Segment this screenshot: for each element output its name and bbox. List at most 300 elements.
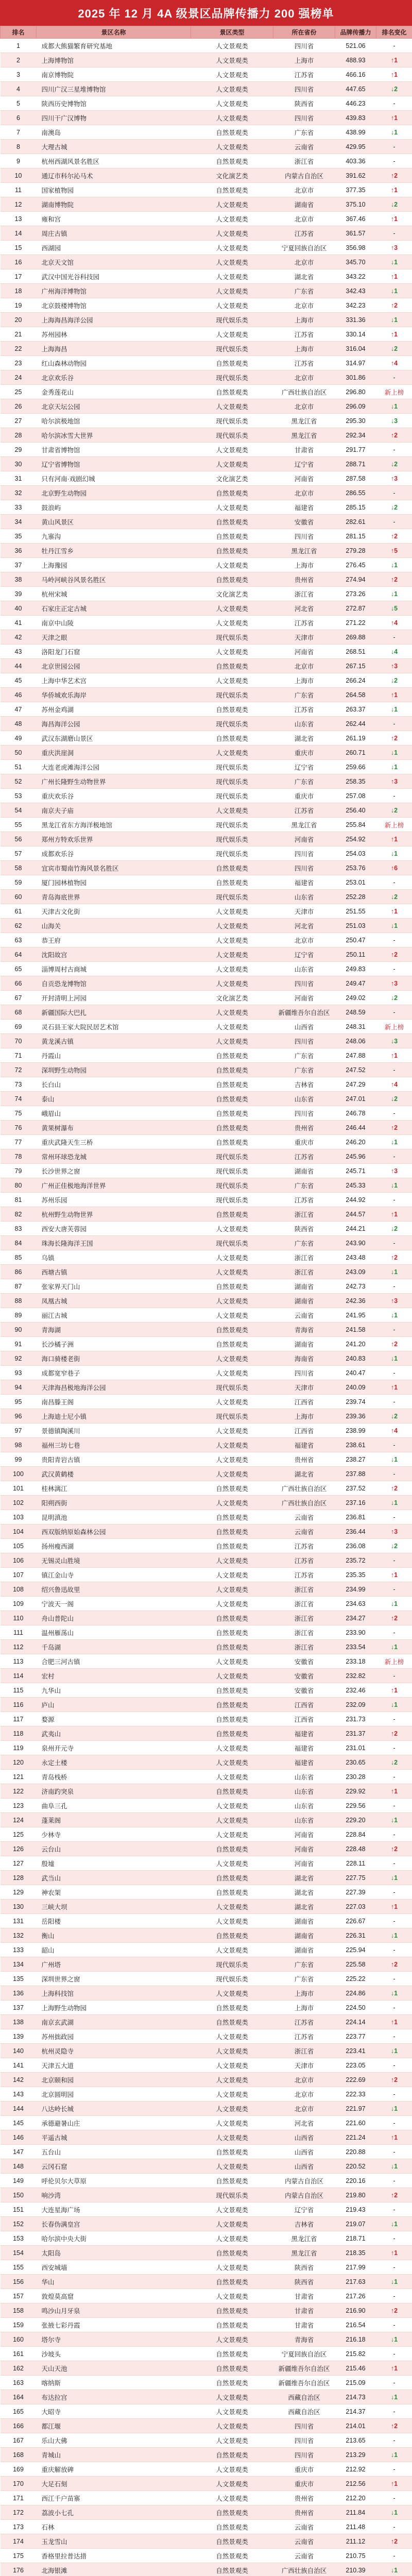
table-row bbox=[1, 1092, 412, 1106]
score-cell: 301.86 bbox=[335, 370, 376, 385]
name-cell: 北京颐和园 bbox=[37, 2073, 191, 2087]
province-cell: 重庆市 bbox=[273, 1135, 335, 1149]
province-cell: 湖南省 bbox=[273, 1164, 335, 1178]
score-cell: 279.28 bbox=[335, 544, 376, 558]
table-row bbox=[1, 1438, 412, 1452]
score-cell: 286.55 bbox=[335, 486, 376, 500]
province-cell: 山东省 bbox=[273, 1799, 335, 1813]
name-cell: 峨眉山 bbox=[37, 1106, 191, 1121]
change-cell: - bbox=[376, 1885, 412, 1900]
type-cell: 自然景观类 bbox=[191, 1063, 273, 1077]
table-row bbox=[1, 53, 412, 67]
score-cell: 240.47 bbox=[335, 1366, 376, 1380]
type-cell: 人文景观类 bbox=[191, 1467, 273, 1481]
table-row bbox=[1, 2044, 412, 2058]
province-cell: 广东省 bbox=[273, 774, 335, 789]
type-cell: 自然景观类 bbox=[191, 2001, 273, 2015]
rank-cell: 51 bbox=[1, 760, 37, 774]
score-cell: 236.44 bbox=[335, 1524, 376, 1539]
type-cell: 自然景观类 bbox=[191, 1683, 273, 1698]
score-cell: 213.29 bbox=[335, 2448, 376, 2462]
table-row bbox=[1, 1496, 412, 1510]
type-cell: 人文景观类 bbox=[191, 2260, 273, 2275]
province-cell: 江苏省 bbox=[273, 2029, 335, 2044]
score-cell: 356.98 bbox=[335, 241, 376, 255]
rank-cell: 84 bbox=[1, 1236, 37, 1250]
type-cell: 自然景观类 bbox=[191, 1481, 273, 1496]
type-cell: 人文景观类 bbox=[191, 53, 273, 67]
change-cell: - bbox=[376, 443, 412, 457]
province-cell: 内蒙古自治区 bbox=[273, 2188, 335, 2202]
name-cell: 周庄古镇 bbox=[37, 226, 191, 241]
type-cell: 现代娱乐类 bbox=[191, 688, 273, 702]
table-row bbox=[1, 1207, 412, 1222]
rank-cell: 27 bbox=[1, 414, 37, 428]
table-row bbox=[1, 2087, 412, 2102]
name-cell: 恭王府 bbox=[37, 933, 191, 947]
change-cell: ↓1 bbox=[376, 1986, 412, 2001]
score-cell: 214.01 bbox=[335, 2419, 376, 2433]
change-cell: ↓2 bbox=[376, 673, 412, 688]
change-cell: ↓1 bbox=[376, 846, 412, 861]
province-cell: 黑龙江省 bbox=[273, 818, 335, 832]
province-cell: 山东省 bbox=[273, 1770, 335, 1784]
type-cell: 自然景观类 bbox=[191, 1510, 273, 1524]
province-cell: 四川省 bbox=[273, 1366, 335, 1380]
score-cell: 246.78 bbox=[335, 1106, 376, 1121]
type-cell: 人文景观类 bbox=[191, 2491, 273, 2505]
table-row bbox=[1, 1712, 412, 1726]
score-cell: 342.23 bbox=[335, 298, 376, 313]
name-cell: 三峡大坝 bbox=[37, 1900, 191, 1914]
type-cell: 现代娱乐类 bbox=[191, 832, 273, 846]
score-cell: 262.44 bbox=[335, 717, 376, 731]
name-cell: 青岛栈桥 bbox=[37, 1770, 191, 1784]
type-cell: 人文景观类 bbox=[191, 976, 273, 991]
province-cell: 北京市 bbox=[273, 255, 335, 269]
change-cell: ↑4 bbox=[376, 1423, 412, 1438]
score-cell: 249.83 bbox=[335, 962, 376, 976]
page-title: 2025 年 12 月 4A 级景区品牌传播力 200 强榜单 bbox=[0, 0, 412, 26]
province-cell: 河北省 bbox=[273, 601, 335, 616]
province-cell: 云南省 bbox=[273, 1510, 335, 1524]
type-cell: 自然景观类 bbox=[191, 486, 273, 500]
table-row bbox=[1, 1366, 412, 1380]
table-row bbox=[1, 1005, 412, 1020]
change-cell: ↑1 bbox=[376, 1683, 412, 1698]
score-cell: 232.09 bbox=[335, 1698, 376, 1712]
type-cell: 现代娱乐类 bbox=[191, 818, 273, 832]
score-cell: 254.03 bbox=[335, 846, 376, 861]
name-cell: 重庆欢乐谷 bbox=[37, 789, 191, 803]
change-cell: - bbox=[376, 1193, 412, 1207]
score-cell: 249.47 bbox=[335, 976, 376, 991]
type-cell: 人文景观类 bbox=[191, 2087, 273, 2102]
rank-cell: 70 bbox=[1, 1034, 37, 1048]
type-cell: 人文景观类 bbox=[191, 1553, 273, 1568]
table-row bbox=[1, 1510, 412, 1524]
name-cell: 武夷山 bbox=[37, 1726, 191, 1741]
province-cell: 山东省 bbox=[273, 890, 335, 904]
change-cell: ↑2 bbox=[376, 1726, 412, 1741]
rank-cell: 171 bbox=[1, 2491, 37, 2505]
name-cell: 北京欢乐谷 bbox=[37, 370, 191, 385]
province-cell: 黑龙江省 bbox=[273, 428, 335, 443]
score-cell: 230.28 bbox=[335, 1770, 376, 1784]
province-cell: 西藏自治区 bbox=[273, 2404, 335, 2419]
table-row bbox=[1, 39, 412, 53]
rank-cell: 142 bbox=[1, 2073, 37, 2087]
rank-cell: 65 bbox=[1, 962, 37, 976]
ranking-table bbox=[0, 26, 412, 2576]
province-cell: 山西省 bbox=[273, 2130, 335, 2145]
province-cell: 天津市 bbox=[273, 2058, 335, 2073]
name-cell: 青海湖 bbox=[37, 1323, 191, 1337]
province-cell: 宁夏回族自治区 bbox=[273, 2347, 335, 2361]
score-cell: 268.51 bbox=[335, 645, 376, 659]
table-row bbox=[1, 1568, 412, 1582]
province-cell: 湖南省 bbox=[273, 197, 335, 212]
name-cell: 五台山 bbox=[37, 2145, 191, 2159]
change-cell: - bbox=[376, 630, 412, 645]
rank-cell: 143 bbox=[1, 2087, 37, 2102]
type-cell: 自然景观类 bbox=[191, 385, 273, 399]
change-cell: ↓1 bbox=[376, 587, 412, 601]
rank-cell: 23 bbox=[1, 356, 37, 370]
province-cell: 湖南省 bbox=[273, 1294, 335, 1308]
rank-cell: 158 bbox=[1, 2303, 37, 2318]
score-cell: 521.06 bbox=[335, 39, 376, 53]
type-cell: 自然景观类 bbox=[191, 125, 273, 140]
score-cell: 272.87 bbox=[335, 601, 376, 616]
table-row bbox=[1, 2505, 412, 2520]
type-cell: 人文景观类 bbox=[191, 558, 273, 572]
province-cell: 福建省 bbox=[273, 1438, 335, 1452]
table-row bbox=[1, 875, 412, 890]
table-row bbox=[1, 1452, 412, 1467]
score-cell: 211.84 bbox=[335, 2505, 376, 2520]
province-cell: 江苏省 bbox=[273, 803, 335, 818]
rank-cell: 155 bbox=[1, 2260, 37, 2275]
table-row bbox=[1, 1597, 412, 1611]
change-cell: ↓1 bbox=[376, 1698, 412, 1712]
name-cell: 华山 bbox=[37, 2275, 191, 2289]
table-row bbox=[1, 1553, 412, 1568]
province-cell: 江西省 bbox=[273, 1698, 335, 1712]
province-cell: 江苏省 bbox=[273, 2015, 335, 2029]
score-cell: 296.80 bbox=[335, 385, 376, 399]
table-header bbox=[1, 26, 412, 39]
change-cell: ↓1 bbox=[376, 2505, 412, 2520]
table-row bbox=[1, 1698, 412, 1712]
table-row bbox=[1, 2361, 412, 2376]
type-cell: 人文景观类 bbox=[191, 2404, 273, 2419]
table-row bbox=[1, 645, 412, 659]
province-cell: 山西省 bbox=[273, 2145, 335, 2159]
type-cell: 自然景观类 bbox=[191, 1106, 273, 1121]
type-cell: 人文景观类 bbox=[191, 1351, 273, 1366]
name-cell: 大理古城 bbox=[37, 140, 191, 154]
change-cell: ↓1 bbox=[376, 2275, 412, 2289]
province-cell: 天津市 bbox=[273, 904, 335, 919]
score-cell: 241.20 bbox=[335, 1337, 376, 1351]
type-cell: 现代娱乐类 bbox=[191, 890, 273, 904]
name-cell: 黄龙溪古镇 bbox=[37, 1034, 191, 1048]
type-cell: 人文景观类 bbox=[191, 1943, 273, 1957]
table-row bbox=[1, 457, 412, 471]
header-type: 景区类型 bbox=[191, 26, 273, 39]
rank-cell: 30 bbox=[1, 457, 37, 471]
table-row bbox=[1, 572, 412, 587]
table-row bbox=[1, 1409, 412, 1423]
province-cell: 云南省 bbox=[273, 1524, 335, 1539]
change-cell: ↑5 bbox=[376, 544, 412, 558]
type-cell: 人文景观类 bbox=[191, 2289, 273, 2303]
province-cell: 江西省 bbox=[273, 1395, 335, 1409]
province-cell: 黑龙江省 bbox=[273, 414, 335, 428]
rank-cell: 130 bbox=[1, 1900, 37, 1914]
province-cell: 福建省 bbox=[273, 500, 335, 515]
table-row bbox=[1, 298, 412, 313]
score-cell: 282.61 bbox=[335, 515, 376, 529]
type-cell: 人文景观类 bbox=[191, 39, 273, 53]
change-cell: ↑2 bbox=[376, 1250, 412, 1265]
type-cell: 人文景观类 bbox=[191, 1755, 273, 1770]
change-cell: - bbox=[376, 2231, 412, 2246]
change-cell: - bbox=[376, 1827, 412, 1842]
table-row bbox=[1, 2477, 412, 2491]
change-cell: ↓1 bbox=[376, 1813, 412, 1827]
type-cell: 人文景观类 bbox=[191, 616, 273, 630]
change-cell: ↓1 bbox=[376, 1308, 412, 1323]
name-cell: 四川广汉三星堆博物馆 bbox=[37, 82, 191, 96]
name-cell: 通辽市科尔沁马术 bbox=[37, 168, 191, 183]
name-cell: 南京中山陵 bbox=[37, 616, 191, 630]
score-cell: 255.84 bbox=[335, 818, 376, 832]
type-cell: 人文景观类 bbox=[191, 1034, 273, 1048]
score-cell: 219.07 bbox=[335, 2217, 376, 2231]
name-cell: 九华山 bbox=[37, 1683, 191, 1698]
table-row bbox=[1, 284, 412, 298]
name-cell: 西湖园 bbox=[37, 241, 191, 255]
change-cell: - bbox=[376, 2520, 412, 2534]
table-row bbox=[1, 2145, 412, 2159]
rank-cell: 123 bbox=[1, 1799, 37, 1813]
table-row bbox=[1, 2376, 412, 2390]
province-cell: 河南省 bbox=[273, 1827, 335, 1842]
table-row bbox=[1, 2563, 412, 2576]
province-cell: 重庆市 bbox=[273, 2477, 335, 2491]
province-cell: 黑龙江省 bbox=[273, 2246, 335, 2260]
name-cell: 扬州瘦西湖 bbox=[37, 1539, 191, 1553]
table-row bbox=[1, 745, 412, 760]
province-cell: 四川省 bbox=[273, 2419, 335, 2433]
rank-cell: 146 bbox=[1, 2130, 37, 2145]
score-cell: 227.75 bbox=[335, 1871, 376, 1885]
province-cell: 湖南省 bbox=[273, 1914, 335, 1928]
rank-cell: 103 bbox=[1, 1510, 37, 1524]
score-cell: 225.94 bbox=[335, 1943, 376, 1957]
type-cell: 人文景观类 bbox=[191, 1222, 273, 1236]
score-cell: 250.11 bbox=[335, 947, 376, 962]
name-cell: 平遥古城 bbox=[37, 2130, 191, 2145]
province-cell: 上海市 bbox=[273, 558, 335, 572]
table-row bbox=[1, 1928, 412, 1943]
province-cell: 北京市 bbox=[273, 399, 335, 414]
change-cell: ↑1 bbox=[376, 212, 412, 226]
province-cell: 北京市 bbox=[273, 212, 335, 226]
rank-cell: 135 bbox=[1, 1972, 37, 1986]
type-cell: 人文景观类 bbox=[191, 645, 273, 659]
score-cell: 224.50 bbox=[335, 2001, 376, 2015]
table-row bbox=[1, 2130, 412, 2145]
name-cell: 黄山风景区 bbox=[37, 515, 191, 529]
rank-cell: 44 bbox=[1, 659, 37, 673]
change-cell: ↓2 bbox=[376, 1222, 412, 1236]
rank-cell: 91 bbox=[1, 1337, 37, 1351]
province-cell: 四川省 bbox=[273, 2448, 335, 2462]
province-cell: 湖北省 bbox=[273, 269, 335, 284]
rank-cell: 58 bbox=[1, 861, 37, 875]
table-row bbox=[1, 2116, 412, 2130]
province-cell: 广西壮族自治区 bbox=[273, 1481, 335, 1496]
change-cell: ↓5 bbox=[376, 601, 412, 616]
province-cell: 山东省 bbox=[273, 962, 335, 976]
type-cell: 自然景观类 bbox=[191, 1784, 273, 1799]
score-cell: 403.36 bbox=[335, 154, 376, 168]
type-cell: 人文景观类 bbox=[191, 1294, 273, 1308]
type-cell: 人文景观类 bbox=[191, 1856, 273, 1871]
province-cell: 江西省 bbox=[273, 1712, 335, 1726]
score-cell: 222.33 bbox=[335, 2087, 376, 2102]
change-cell: ↓2 bbox=[376, 1092, 412, 1106]
score-cell: 253.01 bbox=[335, 875, 376, 890]
score-cell: 229.20 bbox=[335, 1813, 376, 1827]
table-row bbox=[1, 1524, 412, 1539]
type-cell: 现代娱乐类 bbox=[191, 370, 273, 385]
rank-cell: 60 bbox=[1, 890, 37, 904]
change-cell: - bbox=[376, 1712, 412, 1726]
change-cell: ↑2 bbox=[376, 572, 412, 587]
change-cell: ↑6 bbox=[376, 861, 412, 875]
header-change: 排名变化 bbox=[376, 26, 412, 39]
rank-cell: 19 bbox=[1, 298, 37, 313]
name-cell: 鼓浪屿 bbox=[37, 500, 191, 515]
score-cell: 287.58 bbox=[335, 471, 376, 486]
table-row bbox=[1, 1294, 412, 1308]
name-cell: 北京鼓楼博物馆 bbox=[37, 298, 191, 313]
type-cell: 文化演艺类 bbox=[191, 471, 273, 486]
change-cell: ↑3 bbox=[376, 241, 412, 255]
table-row bbox=[1, 140, 412, 154]
table-row bbox=[1, 1323, 412, 1337]
change-cell: ↓2 bbox=[376, 197, 412, 212]
table-row bbox=[1, 1265, 412, 1279]
province-cell: 广东省 bbox=[273, 1972, 335, 1986]
table-row bbox=[1, 1654, 412, 1669]
score-cell: 224.86 bbox=[335, 1986, 376, 2001]
change-cell: ↓1 bbox=[376, 2563, 412, 2576]
type-cell: 人文景观类 bbox=[191, 1020, 273, 1034]
name-cell: 天津之眼 bbox=[37, 630, 191, 645]
name-cell: 荔波小七孔 bbox=[37, 2505, 191, 2520]
score-cell: 238.61 bbox=[335, 1438, 376, 1452]
table-row bbox=[1, 1467, 412, 1481]
name-cell: 塔尔寺 bbox=[37, 2332, 191, 2347]
type-cell: 人文景观类 bbox=[191, 803, 273, 818]
type-cell: 自然景观类 bbox=[191, 2563, 273, 2576]
type-cell: 人文景观类 bbox=[191, 500, 273, 515]
score-cell: 234.63 bbox=[335, 1597, 376, 1611]
name-cell: 永定土楼 bbox=[37, 1755, 191, 1770]
change-cell: ↑2 bbox=[376, 298, 412, 313]
score-cell: 488.93 bbox=[335, 53, 376, 67]
change-cell: ↑2 bbox=[376, 2073, 412, 2087]
table-row bbox=[1, 832, 412, 846]
name-cell: 上海海昌 bbox=[37, 342, 191, 356]
score-cell: 343.22 bbox=[335, 269, 376, 284]
name-cell: 苏州金鸡湖 bbox=[37, 702, 191, 717]
rank-cell: 11 bbox=[1, 183, 37, 197]
score-cell: 271.22 bbox=[335, 616, 376, 630]
score-cell: 233.54 bbox=[335, 1640, 376, 1654]
province-cell: 青海省 bbox=[273, 2332, 335, 2347]
province-cell: 江苏省 bbox=[273, 1553, 335, 1568]
table-row bbox=[1, 1625, 412, 1640]
type-cell: 人文景观类 bbox=[191, 1654, 273, 1669]
score-cell: 219.80 bbox=[335, 2188, 376, 2202]
change-cell: ↓1 bbox=[376, 919, 412, 933]
score-cell: 216.54 bbox=[335, 2318, 376, 2332]
name-cell: 凤凰古城 bbox=[37, 1294, 191, 1308]
province-cell: 西藏自治区 bbox=[273, 2390, 335, 2404]
type-cell: 人文景观类 bbox=[191, 745, 273, 760]
type-cell: 自然景观类 bbox=[191, 2174, 273, 2188]
name-cell: 上海野生动物园 bbox=[37, 2001, 191, 2015]
name-cell: 上海豫园 bbox=[37, 558, 191, 572]
rank-cell: 120 bbox=[1, 1755, 37, 1770]
change-cell: ↓2 bbox=[376, 342, 412, 356]
change-cell: ↓2 bbox=[376, 1755, 412, 1770]
score-cell: 247.88 bbox=[335, 1048, 376, 1063]
rank-cell: 128 bbox=[1, 1871, 37, 1885]
type-cell: 现代娱乐类 bbox=[191, 1164, 273, 1178]
type-cell: 人文景观类 bbox=[191, 1423, 273, 1438]
score-cell: 466.16 bbox=[335, 67, 376, 82]
change-cell: ↑2 bbox=[376, 2188, 412, 2202]
rank-cell: 125 bbox=[1, 1827, 37, 1842]
score-cell: 259.66 bbox=[335, 760, 376, 774]
province-cell: 北京市 bbox=[273, 370, 335, 385]
rank-cell: 98 bbox=[1, 1438, 37, 1452]
province-cell: 辽宁省 bbox=[273, 947, 335, 962]
name-cell: 自贡恐龙博物馆 bbox=[37, 976, 191, 991]
table-row bbox=[1, 1539, 412, 1553]
province-cell: 山东省 bbox=[273, 717, 335, 731]
score-cell: 244.21 bbox=[335, 1222, 376, 1236]
province-cell: 吉林省 bbox=[273, 1077, 335, 1092]
table-row bbox=[1, 1799, 412, 1813]
name-cell: 只有河南·戏剧幻城 bbox=[37, 471, 191, 486]
score-cell: 220.88 bbox=[335, 2145, 376, 2159]
score-cell: 225.58 bbox=[335, 1957, 376, 1972]
rank-cell: 35 bbox=[1, 529, 37, 544]
score-cell: 240.09 bbox=[335, 1380, 376, 1395]
change-cell: ↑1 bbox=[376, 1048, 412, 1063]
type-cell: 自然景观类 bbox=[191, 1712, 273, 1726]
rank-cell: 101 bbox=[1, 1481, 37, 1496]
name-cell: 宜宾市蜀南竹海风景名胜区 bbox=[37, 861, 191, 875]
